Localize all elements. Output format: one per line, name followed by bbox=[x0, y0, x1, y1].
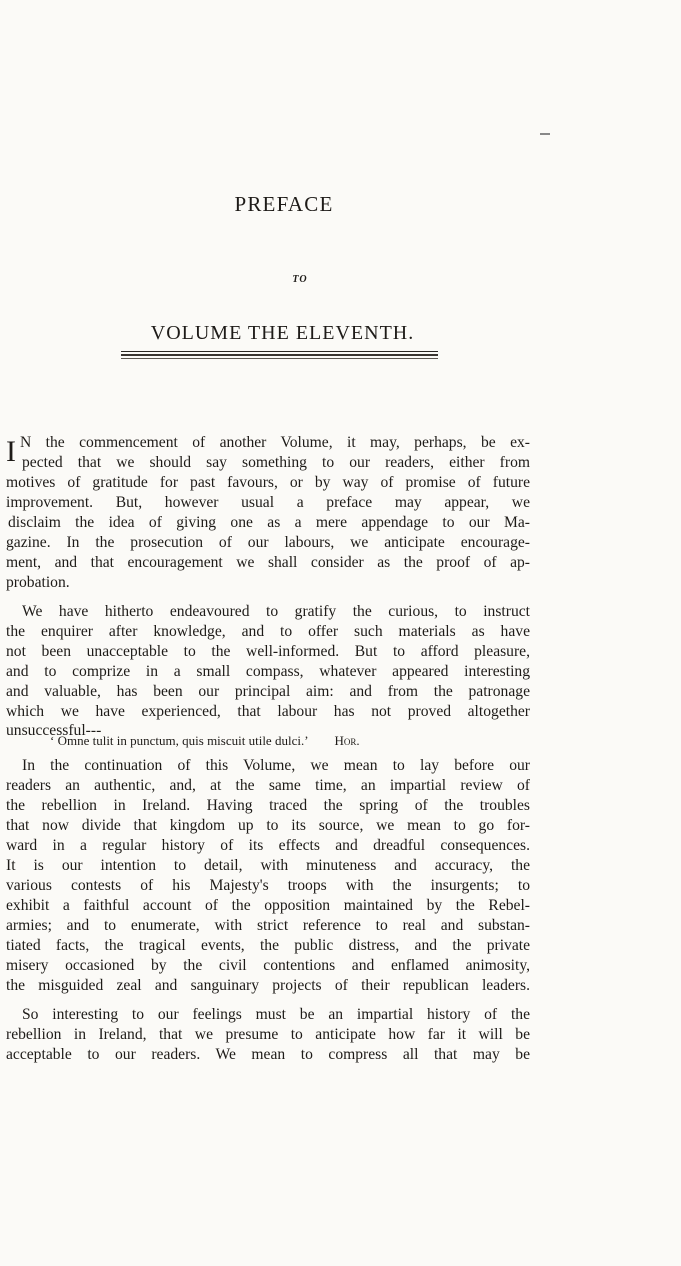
heading-rule bbox=[121, 354, 438, 356]
body-line: It is our intention to detail, with minuteness and accuracy, the bbox=[6, 857, 530, 874]
body-line: tiated facts, the tragical events, the public distress, and the private bbox=[6, 937, 530, 954]
body-line: gazine. In the prosecution of our labours, we anticipate encourage- bbox=[6, 534, 530, 551]
body-line: various contests of his Majesty's troops with the insurgents; to bbox=[6, 877, 530, 894]
body-line: acceptable to our readers. We mean to compress all that may be bbox=[6, 1046, 530, 1063]
heading-rule bbox=[121, 358, 438, 359]
body-line: pected that we should say something to our readers, either from bbox=[22, 454, 530, 471]
volume-heading: VOLUME THE ELEVENTH. bbox=[150, 322, 415, 344]
print-mark bbox=[540, 133, 550, 135]
heading-rule bbox=[121, 351, 438, 352]
body-line: improvement. But, however usual a preface may appear, we bbox=[6, 494, 530, 511]
body-line: armies; and to enumerate, with strict reference to real and substan- bbox=[6, 917, 530, 934]
body-line: motives of gratitude for past favours, or by way of promise of future bbox=[6, 474, 530, 491]
body-line: not been unacceptable to the well-informed. But to afford pleasure, bbox=[6, 643, 530, 660]
body-line: We have hitherto endeavoured to gratify the curious, to instruct bbox=[22, 603, 530, 620]
body-line: the rebellion in Ireland. Having traced the spring of the troubles bbox=[6, 797, 530, 814]
body-line: unsuccessful--- bbox=[6, 722, 102, 739]
body-line: ward in a regular history of its effects and dreadful consequences. bbox=[6, 837, 530, 854]
body-line: probation. bbox=[6, 574, 70, 591]
body-line: rebellion in Ireland, that we presume to anticipate how far it will be bbox=[6, 1026, 530, 1043]
quote-source: Hor. bbox=[334, 733, 360, 748]
latin-quote bbox=[50, 733, 360, 749]
body-line: In the continuation of this Volume, we mean to lay before our bbox=[22, 757, 530, 774]
quote-text: ‘ Omne tulit in punctum, quis miscuit utile dulci.’ bbox=[50, 733, 309, 748]
body-line: readers an authentic, and, at the same time, an impartial review of bbox=[6, 777, 530, 794]
body-line: and to comprize in a small compass, whatever appeared interesting bbox=[6, 663, 530, 680]
body-line: misery occasioned by the civil contentions and enflamed animosity, bbox=[6, 957, 530, 974]
body-line: exhibit a faithful account of the opposition maintained by the Rebel- bbox=[6, 897, 530, 914]
body-line: that now divide that kingdom up to its source, we mean to go for- bbox=[6, 817, 530, 834]
body-line: N the commencement of another Volume, it may, perhaps, be ex- bbox=[20, 434, 530, 451]
body-line: which we have experienced, that labour has not proved altogether bbox=[6, 703, 530, 720]
body-line: ment, and that encouragement we shall consider as the proof of ap- bbox=[6, 554, 530, 571]
subtitle-to: TO bbox=[292, 274, 308, 285]
body-line: So interesting to our feelings must be an impartial history of the bbox=[22, 1006, 530, 1023]
body-line: the enquirer after knowledge, and to offer such materials as have bbox=[6, 623, 530, 640]
body-line: and valuable, has been our principal aim: and from the patronage bbox=[6, 683, 530, 700]
page-title: PREFACE bbox=[234, 192, 334, 216]
body-line: the misguided zeal and sanguinary projects of their republican leaders. bbox=[6, 977, 530, 994]
drop-cap: I bbox=[6, 435, 16, 468]
body-line: disclaim the idea of giving one as a mere appendage to our Ma- bbox=[8, 514, 530, 531]
